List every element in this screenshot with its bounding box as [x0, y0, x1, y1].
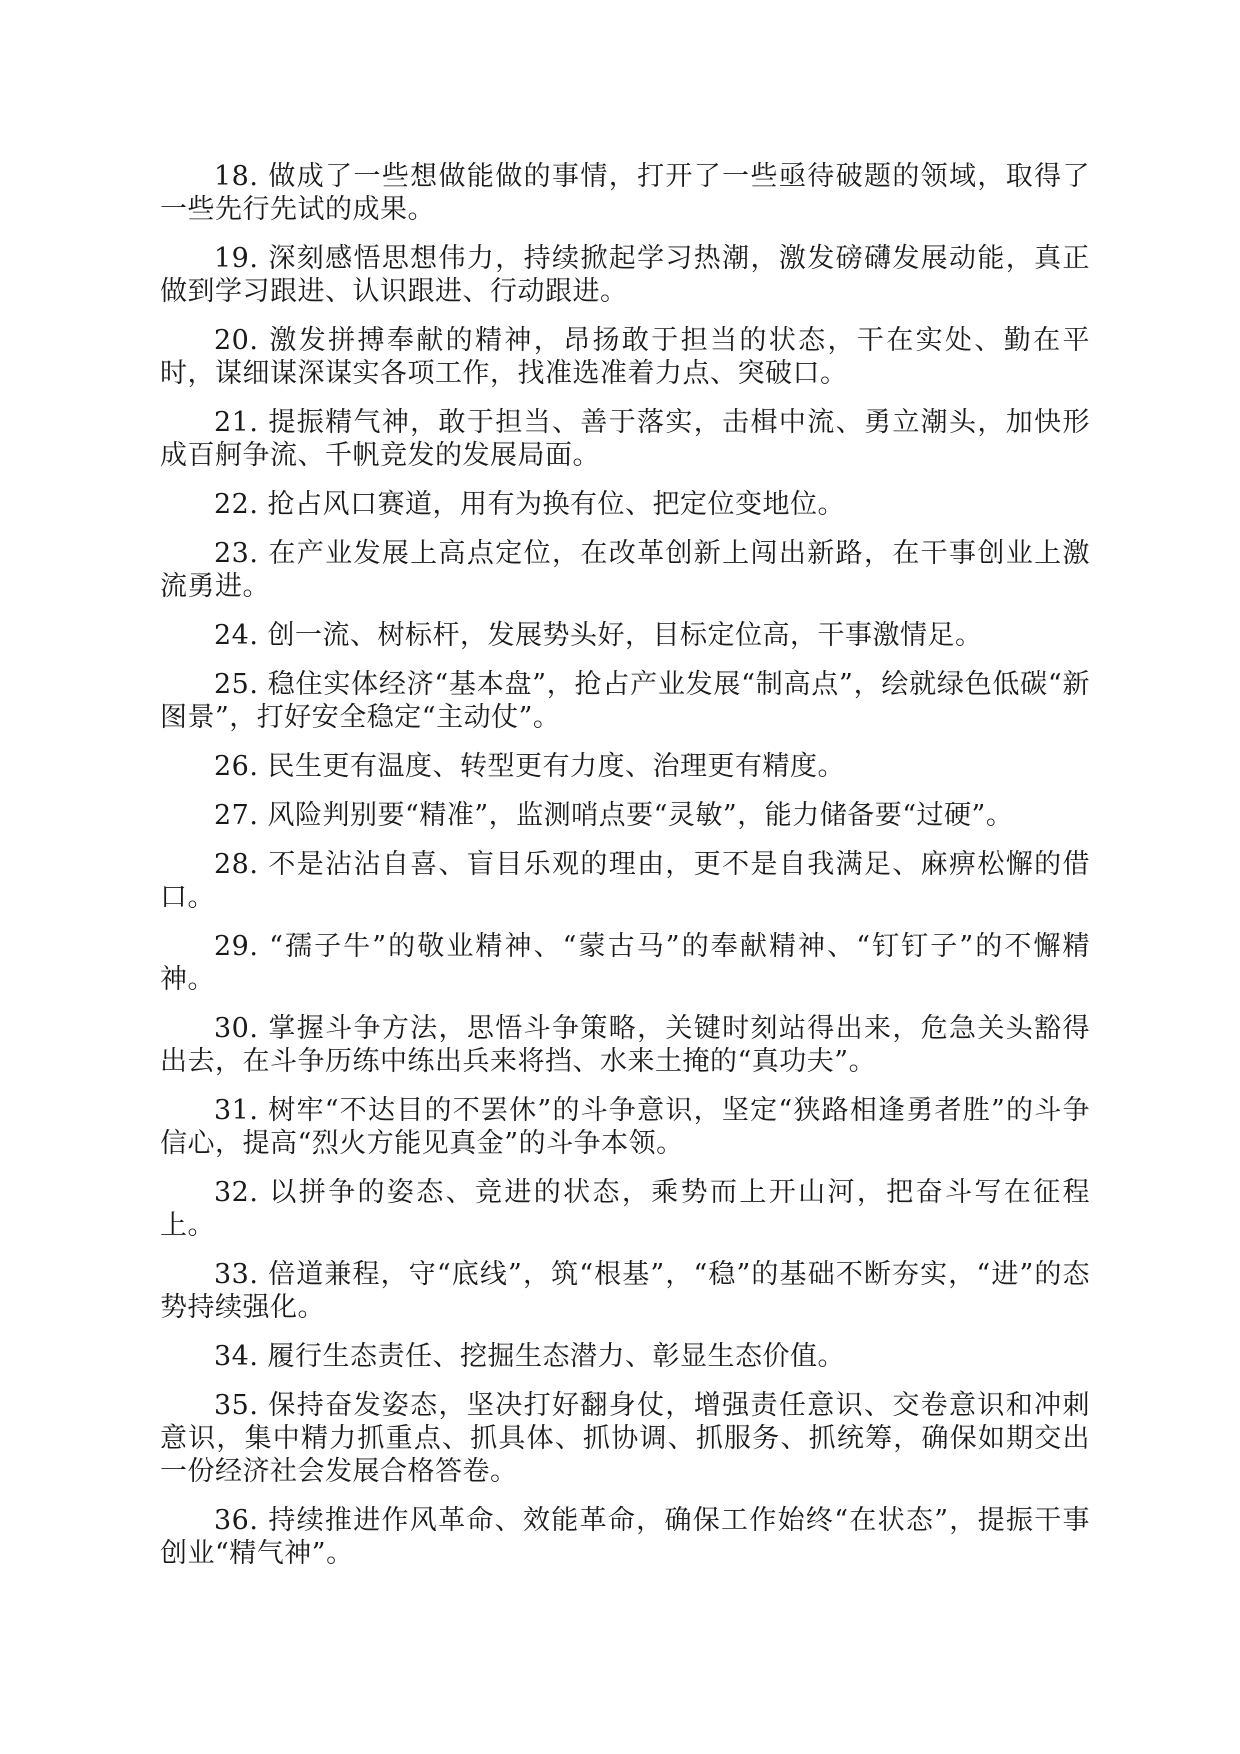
- list-item: 31. 树牢“不达目的不罢休”的斗争意识，坚定“狭路相逢勇者胜”的斗争信心，提高“烈火方能见真金”的斗争本领。: [160, 1095, 1090, 1159]
- list-item: 33. 倍道兼程，守“底线”，筑“根基”，“稳”的基础不断夯实，“进”的态势持续强化。: [160, 1259, 1090, 1323]
- list-item: 21. 提振精气神，敢于担当、善于落实，击楫中流、勇立潮头，加快形成百舸争流、千帆竞发的发展局面。: [160, 407, 1090, 471]
- list-item: 23. 在产业发展上高点定位，在改革创新上闯出新路，在干事创业上激流勇进。: [160, 538, 1090, 602]
- list-item: 27. 风险判别要“精准”，监测哨点要“灵敏”，能力储备要“过硬”。: [214, 800, 1014, 831]
- document-page: [160, 160, 1090, 1586]
- list-item: 30. 掌握斗争方法，思悟斗争策略，关键时刻站得出来，危急关头豁得出去，在斗争历练中练出兵来将挡、水来土掩的“真功夫”。: [160, 1013, 1090, 1077]
- list-item: 24. 创一流、树标杆，发展势头好，目标定位高，干事激情足。: [214, 620, 983, 651]
- list-item: 29. “孺子牛”的敬业精神、“蒙古马”的奉献精神、“钉钉子”的不懈精神。: [160, 931, 1090, 995]
- list-item: 28. 不是沾沾自喜、盲目乐观的理由，更不是自我满足、麻痹松懈的借口。: [160, 849, 1090, 913]
- list-item: 19. 深刻感悟思想伟力，持续掀起学习热潮，激发磅礴发展动能，真正做到学习跟进、认识跟进、行动跟进。: [160, 243, 1090, 307]
- list-item: 20. 激发拼搏奉献的精神，昂扬敢于担当的状态，干在实处、勤在平时，谋细谋深谋实各项工作，找准选准着力点、突破口。: [160, 325, 1090, 389]
- list-item: 34. 履行生态责任、挖掘生态潜力、彰显生态价值。: [214, 1341, 846, 1372]
- list-item: 22. 抢占风口赛道，用有为换有位、把定位变地位。: [214, 489, 846, 520]
- list-item: 18. 做成了一些想做能做的事情，打开了一些亟待破题的领域，取得了一些先行先试的成果。: [160, 161, 1090, 225]
- list-item: 32. 以拼争的姿态、竞进的状态，乘势而上开山河，把奋斗写在征程上。: [160, 1177, 1090, 1241]
- list-item: 36. 持续推进作风革命、效能革命，确保工作始终“在状态”，提振干事创业“精气神”。: [160, 1505, 1090, 1569]
- list-item: 35. 保持奋发姿态，坚决打好翻身仗，增强责任意识、交卷意识和冲刺意识，集中精力抓重点、抓具体、抓协调、抓服务、抓统筹，确保如期交出一份经济社会发展合格答卷。: [160, 1390, 1090, 1487]
- list-item: 26. 民生更有温度、转型更有力度、治理更有精度。: [214, 751, 846, 782]
- list-item: 25. 稳住实体经济“基本盘”，抢占产业发展“制高点”，绘就绿色低碳“新图景”，打好安全稳定“主动仗”。: [160, 669, 1090, 733]
